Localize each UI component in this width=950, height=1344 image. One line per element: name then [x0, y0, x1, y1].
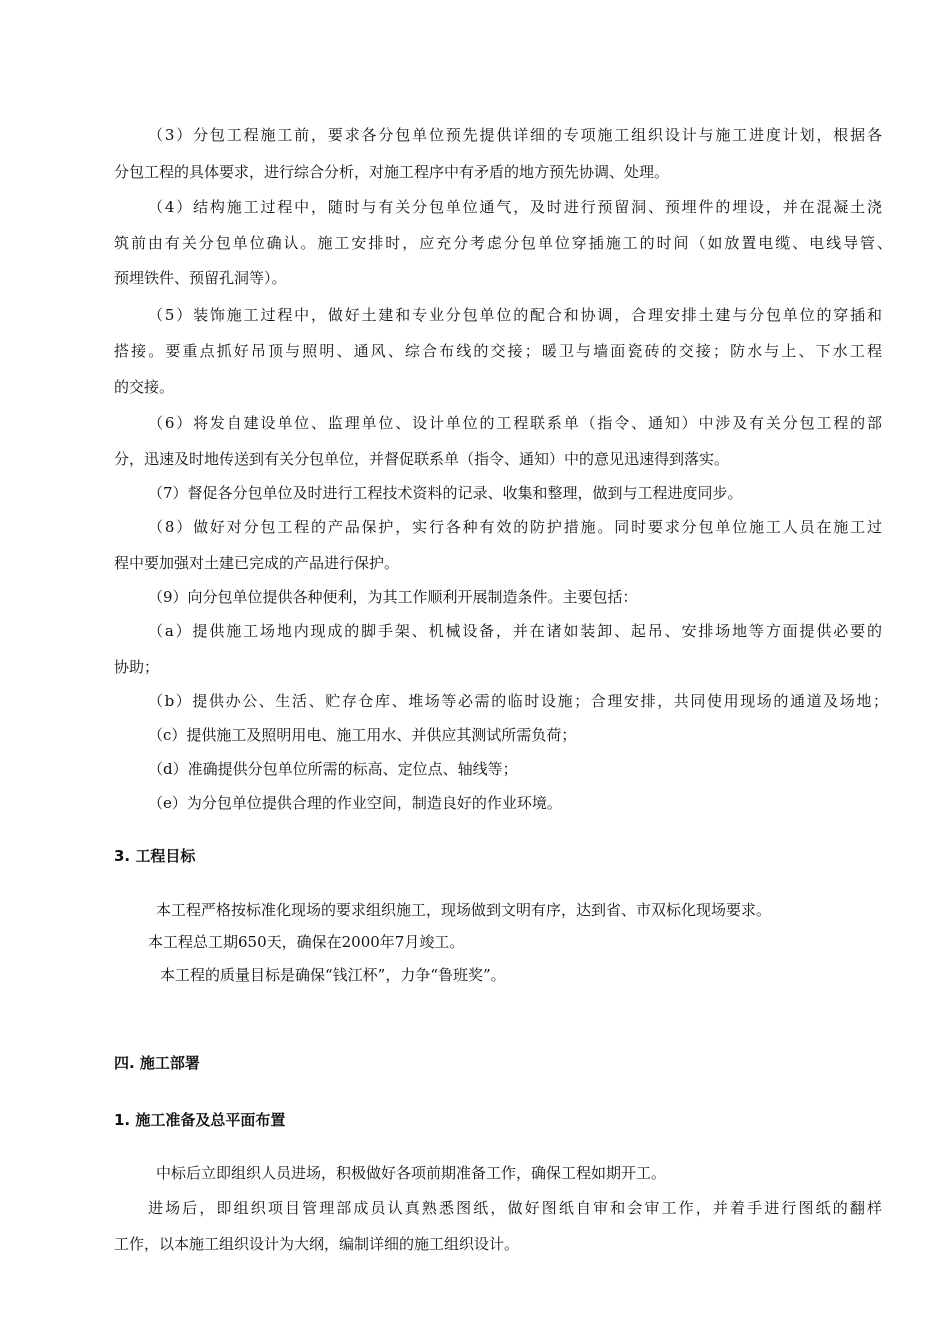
item-b-line-1: （b）提供办公、生活、贮存仓库、堆场等必需的临时设施；合理安排，共同使用现场的通道及场地；: [148, 692, 888, 710]
paragraph-5-line-3: 的交接。: [114, 378, 175, 396]
subsection-1-line-3: 工作，以本施工组织设计为大纲，编制详细的施工组织设计。: [114, 1235, 520, 1253]
paragraph-4-line-3: 预埋铁件、预留孔洞等）。: [114, 269, 287, 287]
section-3-line-2: 本工程总工期650天，确保在2000年7月竣工。: [148, 933, 465, 951]
item-a-line-1: （a）提供施工场地内现成的脚手架、机械设备，并在诸如装卸、起吊、安排场地等方面提供必要的: [148, 622, 882, 640]
item-e-line-1: （e）为分包单位提供合理的作业空间，制造良好的作业环境。: [148, 794, 562, 812]
section-3-line-3: 本工程的质量目标是确保“钱江杯”，力争“鲁班奖”。: [160, 966, 506, 984]
subsection-1-heading: 1. 施工准备及总平面布置: [114, 1111, 286, 1129]
paragraph-3-line-2: 分包工程的具体要求，进行综合分析，对施工程序中有矛盾的地方预先协调、处理。: [114, 163, 670, 181]
paragraph-6-line-1: （6）将发自建设单位、监理单位、设计单位的工程联系单（指令、通知）中涉及有关分包工程的部: [148, 414, 882, 432]
paragraph-6-line-2: 分，迅速及时地传送到有关分包单位，并督促联系单（指令、通知）中的意见迅速得到落实。: [114, 450, 730, 468]
paragraph-5-line-1: （5）装饰施工过程中，做好土建和专业分包单位的配合和协调，合理安排土建与分包单位的穿插和: [148, 306, 882, 324]
subsection-1-line-1: 中标后立即组织人员进场，积极做好各项前期准备工作，确保工程如期开工。: [156, 1164, 667, 1182]
paragraph-4-line-1: （4）结构施工过程中，随时与有关分包单位通气，及时进行预留洞、预埋件的埋设，并在混凝土浇: [148, 198, 882, 216]
paragraph-9-line-1: （9）向分包单位提供各种便利，为其工作顺利开展制造条件。主要包括：: [148, 588, 638, 606]
paragraph-8-line-1: （8）做好对分包工程的产品保护，实行各种有效的防护措施。同时要求分包单位施工人员在施工过: [148, 518, 882, 536]
section-3-heading: 3. 工程目标: [114, 847, 196, 865]
paragraph-5-line-2: 搭接。要重点抓好吊顶与照明、通风、综合布线的交接；暖卫与墙面瓷砖的交接；防水与上、下水工程: [114, 342, 882, 360]
section-4-heading: 四. 施工部署: [114, 1054, 200, 1072]
section-3-line-1: 本工程严格按标准化现场的要求组织施工，现场做到文明有序，达到省、市双标化现场要求。: [156, 901, 772, 919]
paragraph-7-line-1: （7）督促各分包单位及时进行工程技术资料的记录、收集和整理，做到与工程进度同步。: [148, 484, 743, 502]
paragraph-4-line-2: 筑前由有关分包单位确认。施工安排时，应充分考虑分包单位穿插施工的时间（如放置电缆、电线导管、: [114, 234, 892, 252]
paragraph-8-line-2: 程中要加强对土建已完成的产品进行保护。: [114, 554, 400, 572]
subsection-1-line-2: 进场后，即组织项目管理部成员认真熟悉图纸，做好图纸自审和会审工作，并着手进行图纸的翻样: [148, 1199, 882, 1217]
item-c-line-1: （c）提供施工及照明用电、施工用水、并供应其测试所需负荷；: [148, 726, 577, 744]
paragraph-3-line-1: （3）分包工程施工前，要求各分包单位预先提供详细的专项施工组织设计与施工进度计划，根据各: [148, 126, 882, 144]
item-d-line-1: （d）准确提供分包单位所需的标高、定位点、轴线等；: [148, 760, 518, 778]
item-a-line-2: 协助；: [114, 658, 160, 676]
